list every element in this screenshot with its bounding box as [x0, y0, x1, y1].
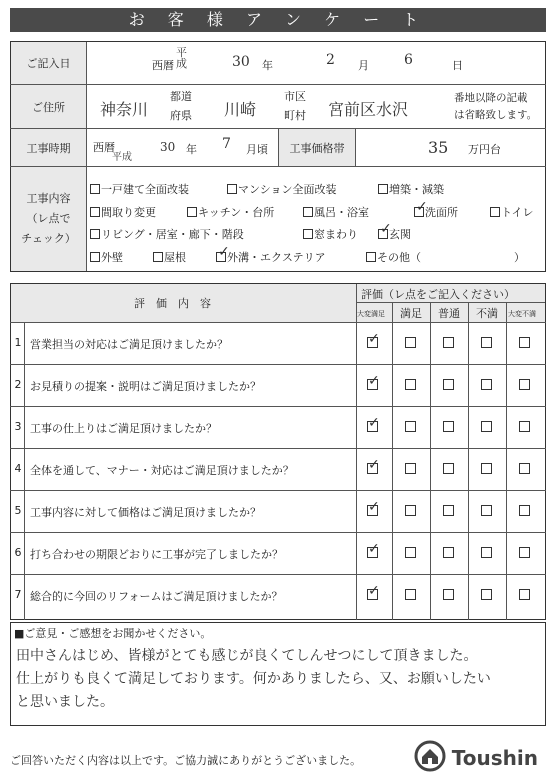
work-option[interactable]: 一戸建て全面改装 — [90, 181, 189, 197]
work-option[interactable]: 増築・減築 — [378, 181, 444, 197]
checkbox[interactable] — [378, 184, 388, 194]
rating-checkbox[interactable] — [481, 547, 492, 558]
address-todo: 都道 — [170, 90, 192, 103]
rating-checkbox[interactable] — [519, 547, 530, 558]
check-mark-icon: ✓ — [368, 541, 380, 557]
rating-checkbox[interactable] — [443, 505, 454, 516]
entry-date-month-value: 2 — [326, 52, 335, 68]
rating-col-very-dissatisfied: 大変不満 — [508, 310, 536, 318]
address-label: ご住所 — [11, 85, 87, 128]
rating-checkbox[interactable] — [481, 589, 492, 600]
rating-checkbox[interactable] — [519, 337, 530, 348]
work-option[interactable]: 窓まわり — [303, 226, 358, 242]
comment-header: ■ご意見・ご感想をお聞かせください。 — [14, 627, 212, 640]
check-mark-icon: ✓ — [380, 221, 392, 237]
rating-checkbox[interactable] — [519, 505, 530, 516]
checkbox[interactable] — [90, 252, 100, 262]
check-mark-icon: ✓ — [368, 499, 380, 515]
work-option[interactable]: 外壁 — [90, 249, 123, 265]
question-number: 7 — [14, 588, 22, 601]
check-mark-icon: ✓ — [368, 457, 380, 473]
brand-name: Toushin — [451, 745, 538, 770]
question-number: 6 — [14, 546, 22, 559]
work-period-year-value: 30 — [160, 140, 176, 154]
evaluation-content-header: 評 価 内 容 — [134, 297, 211, 310]
rating-checkbox[interactable] — [443, 379, 454, 390]
rating-checkbox[interactable] — [519, 463, 530, 474]
price-label: 工事価格帯 — [278, 129, 356, 166]
work-period-label: 工事時期 — [11, 129, 87, 166]
rating-checkbox[interactable] — [405, 505, 416, 516]
checkbox[interactable] — [227, 184, 237, 194]
work-option[interactable]: 間取り変更 — [90, 204, 156, 220]
rating-col-satisfied: 満足 — [400, 307, 422, 320]
work-option[interactable]: リビング・居室・廊下・階段 — [90, 226, 244, 242]
rating-checkbox[interactable] — [405, 379, 416, 390]
rating-col-dissatisfied: 不満 — [476, 307, 498, 320]
rating-checkbox[interactable] — [519, 589, 530, 600]
question-text: 工事の仕上りはご満足頂けましたか？ — [30, 422, 217, 435]
entry-date-day-value: 6 — [404, 52, 413, 68]
entry-date-label: ご記入日 — [11, 42, 87, 84]
address-prefecture-value: 神奈川 — [100, 100, 149, 119]
question-number: 2 — [14, 378, 22, 391]
rating-checkbox[interactable] — [405, 547, 416, 558]
checkbox[interactable] — [490, 207, 500, 217]
rating-checkbox[interactable] — [443, 589, 454, 600]
entry-date-year-value: 30 — [232, 54, 250, 70]
house-logo-icon — [414, 740, 446, 775]
rating-col-normal: 普通 — [438, 307, 460, 320]
rating-checkbox[interactable] — [443, 463, 454, 474]
question-number: 1 — [14, 336, 22, 349]
question-number: 4 — [14, 462, 22, 475]
check-mark-icon: ✓ — [416, 199, 428, 215]
check-mark-icon: ✓ — [368, 583, 380, 599]
work-period-era: 西暦 — [93, 141, 115, 154]
check-mark-icon: ✓ — [368, 415, 380, 431]
comment-line-2: 仕上がりも良くて満足しております。何かありましたら、又、お願いしたい — [16, 671, 491, 687]
checkbox[interactable] — [303, 207, 313, 217]
rating-checkbox[interactable] — [443, 547, 454, 558]
question-number: 3 — [14, 420, 22, 433]
work-content-label — [11, 167, 87, 271]
work-option[interactable]: キッチン・台所 — [187, 204, 274, 220]
address-chouson: 町村 — [284, 109, 306, 122]
checkbox[interactable] — [90, 229, 100, 239]
address-ku: 市区 — [284, 90, 306, 103]
rating-checkbox[interactable] — [481, 379, 492, 390]
work-option[interactable]: 屋根 — [153, 249, 186, 265]
work-content-label-3: チェック） — [21, 232, 76, 245]
work-content-label-2: （レ点で — [26, 212, 71, 225]
rating-checkbox[interactable] — [443, 421, 454, 432]
comment-line-1: 田中さんはじめ、皆様がとても感じが良くてしんせつにして頂きました。 — [16, 648, 478, 664]
entry-date-year-unit: 年 — [262, 59, 273, 72]
rating-checkbox[interactable] — [481, 337, 492, 348]
price-value: 35 — [428, 138, 449, 157]
rating-checkbox[interactable] — [405, 337, 416, 348]
rating-checkbox[interactable] — [405, 463, 416, 474]
check-mark-icon: ✓ — [368, 331, 380, 347]
work-option-checked[interactable]: 外溝・エクステリア — [216, 249, 326, 265]
address-fuken: 府県 — [170, 109, 192, 122]
entry-date-month-unit: 月 — [358, 59, 369, 72]
check-mark-icon: ✓ — [218, 244, 230, 260]
check-mark-icon: ✓ — [368, 373, 380, 389]
question-number: 5 — [14, 504, 22, 517]
checkbox[interactable] — [153, 252, 163, 262]
entry-date-era-handwritten: 平成 — [176, 46, 187, 70]
rating-col-very-satisfied: 大変満足 — [357, 310, 385, 318]
work-option[interactable]: その他（ — [366, 249, 421, 265]
question-text: 総合的に今回のリフォームはご満足頂けましたか？ — [30, 590, 283, 603]
address-note-1: 番地以降の記載 — [454, 92, 528, 104]
question-text: お見積りの提案・説明はご満足頂けましたか？ — [30, 380, 261, 393]
checkbox[interactable] — [90, 184, 100, 194]
work-option-other-close: ） — [514, 251, 525, 264]
address-city-value: 川崎 — [224, 100, 257, 119]
work-option[interactable]: マンション全面改装 — [227, 181, 337, 197]
address-town-value: 宮前区水沢 — [328, 100, 409, 119]
work-period-month-value: 7 — [222, 136, 231, 152]
work-period-month-unit: 月頃 — [246, 143, 268, 156]
work-period-year-unit: 年 — [186, 143, 197, 156]
question-text: 全体を通して、マナー・対応はご満足頂けましたか？ — [30, 464, 294, 477]
entry-date-day-unit: 日 — [452, 59, 463, 72]
work-content-label-1: 工事内容 — [26, 192, 71, 205]
rating-checkbox[interactable] — [481, 421, 492, 432]
work-option-checked[interactable]: 玄関 — [378, 226, 411, 242]
brand-logo — [414, 740, 538, 775]
work-period-era-handwritten: 平成 — [112, 152, 132, 163]
question-text: 打ち合わせの期限どおりに工事が完了しましたか？ — [30, 548, 283, 561]
comment-line-3: と思いました。 — [16, 694, 114, 710]
evaluation-table — [10, 283, 546, 620]
rating-checkbox[interactable] — [405, 421, 416, 432]
work-option[interactable]: 風呂・浴室 — [303, 204, 369, 220]
price-unit: 万円台 — [468, 143, 501, 156]
footer-text: ご回答いただく内容は以上です。ご協力誠にありがとうございました。 — [10, 754, 362, 767]
question-text: 工事内容に対して価格はご満足頂けましたか？ — [30, 506, 261, 519]
rating-checkbox[interactable] — [481, 505, 492, 516]
checkbox[interactable] — [303, 229, 313, 239]
entry-date-era: 西暦 — [152, 59, 174, 72]
question-text: 営業担当の対応はご満足頂けましたか？ — [30, 338, 228, 351]
rating-checkbox[interactable] — [405, 589, 416, 600]
address-note-2: は省略致します。 — [454, 109, 538, 121]
rating-checkbox[interactable] — [481, 463, 492, 474]
work-option[interactable]: トイレ — [490, 204, 533, 220]
page-title: お 客 様 ア ン ケ ー ト — [10, 8, 546, 32]
checkbox[interactable] — [366, 252, 376, 262]
checkbox[interactable] — [90, 207, 100, 217]
rating-checkbox[interactable] — [519, 421, 530, 432]
rating-checkbox[interactable] — [519, 379, 530, 390]
work-option-checked[interactable]: 洗面所 — [414, 204, 458, 220]
evaluation-rating-header: 評価（レ点をご記入ください） — [361, 288, 515, 301]
checkbox[interactable] — [187, 207, 197, 217]
rating-checkbox[interactable] — [443, 337, 454, 348]
